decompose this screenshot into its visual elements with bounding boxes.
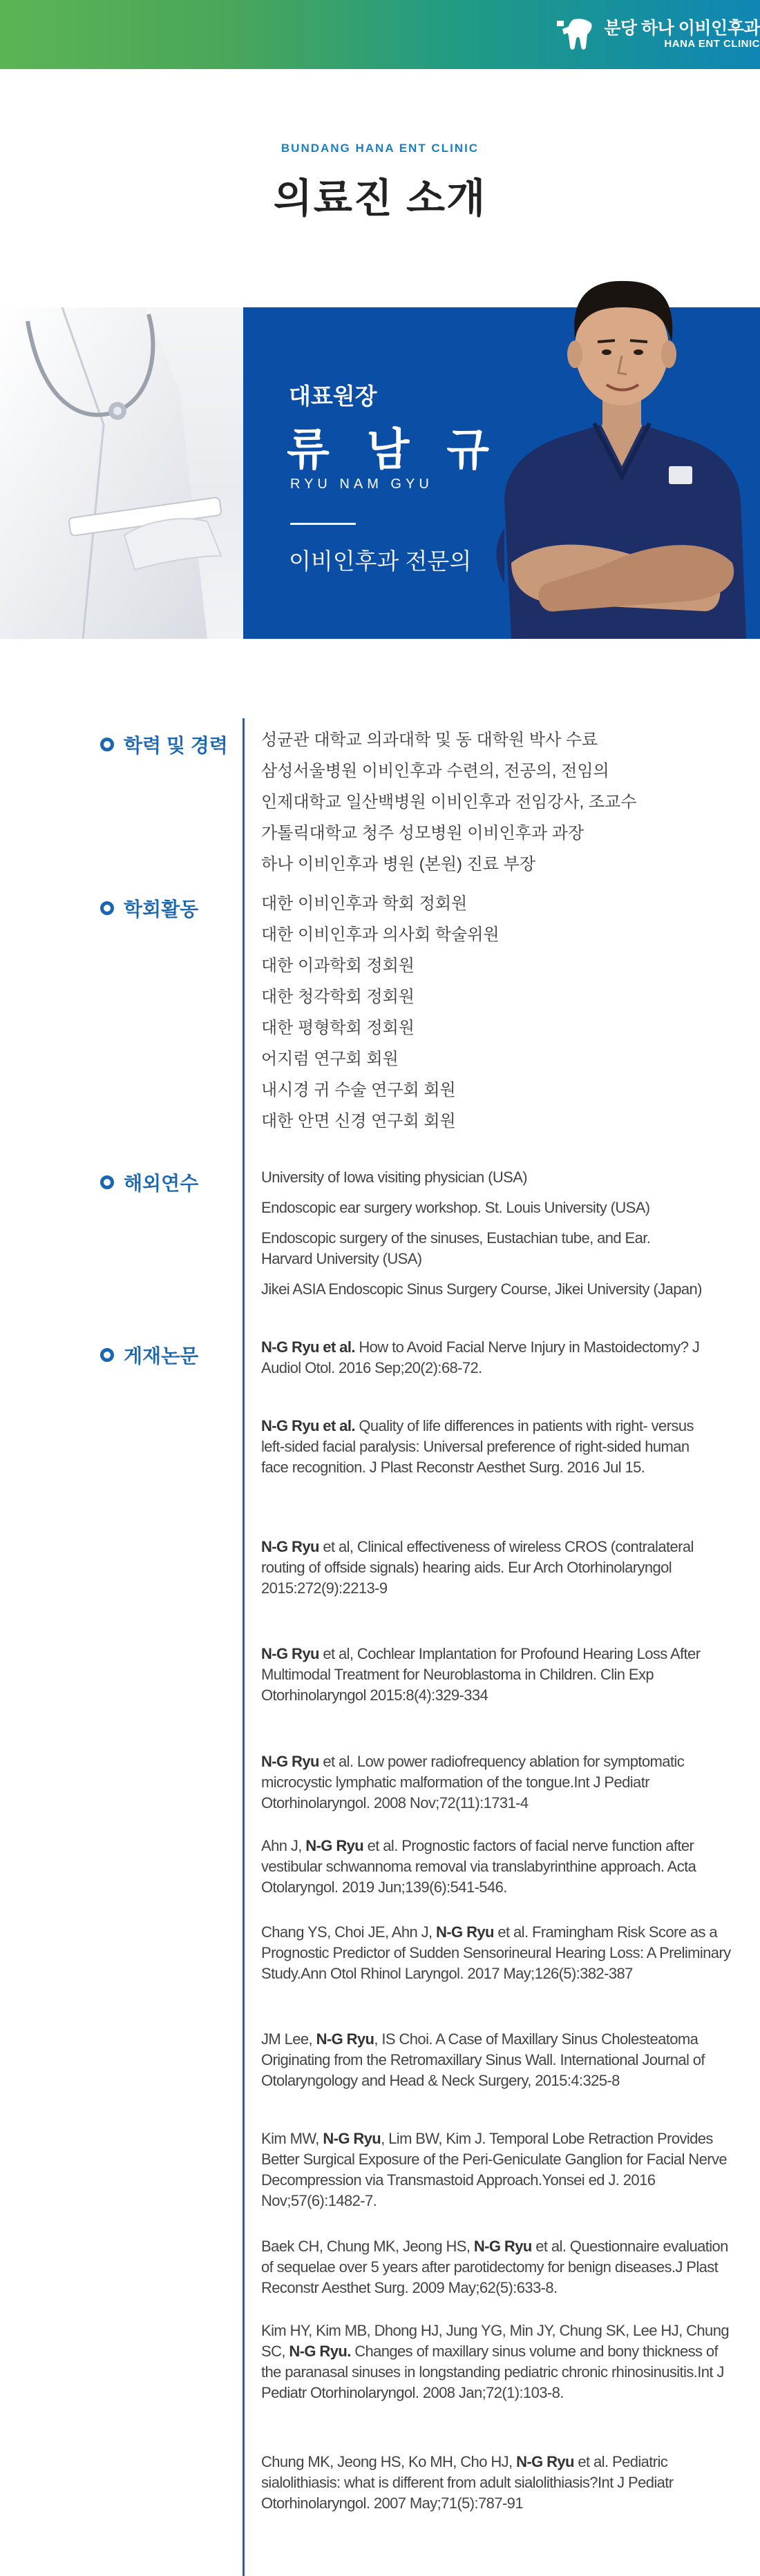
publication-item: Baek CH, Chung MK, Jeong HS, N-G Ryu et al. Questionnaire evaluation of sequelae over 5 years after parotidectomy for benign diseases.J Plast Reconstr Aesthet Surg. 2009 May;62(5):633-8.	[261, 2238, 728, 2296]
list-item: 대한 평형학회 정회원	[261, 1019, 415, 1037]
list-item: University of Iowa visiting physician (USA)	[261, 1169, 528, 1186]
list-item: 대한 이비인후과 의사회 학술위원	[261, 925, 500, 944]
publication-author: N-G Ryu	[436, 1923, 494, 1941]
publication-item: N-G Ryu et al, Cochlear Implantation for Profound Hearing Loss After Multimodal Treatment for Neuroblastoma in Children. Clin Exp Otorhinolaryngol 2015:8(4):329-334	[261, 1645, 701, 1704]
societies-list	[261, 888, 745, 1137]
brand-name-english: HANA ENT CLINIC	[664, 37, 760, 50]
publication-author: N-G Ryu	[305, 1837, 364, 1854]
list-item: Jikei ASIA Endoscopic Sinus Surgery Course, Jikei University (Japan)	[261, 1280, 702, 1298]
publication-author: N-G Ryu	[323, 2130, 381, 2147]
section-title-education: 학력 및 경력	[100, 731, 228, 758]
list-item: 대한 청각학회 정회원	[261, 988, 415, 1006]
publication-author: N-G Ryu et al.	[261, 1338, 355, 1356]
publication-author: N-G Ryu.	[289, 2343, 351, 2360]
publication-author: N-G Ryu	[473, 2238, 532, 2255]
publication-item: Chung MK, Jeong HS, Ko MH, Cho HJ, N-G Ryu et al. Pediatric sialolithiasis: what is different from adult sialolithiasis?Int J Pediatr Otorhinolaryngol. 2007 May;71(5):787-91	[261, 2453, 674, 2512]
ring-bullet-icon	[100, 1175, 114, 1189]
clinic-brand[interactable]	[553, 12, 760, 57]
publication-author: N-G Ryu	[516, 2453, 574, 2470]
list-item: 대한 안면 신경 연구회 회원	[261, 1112, 456, 1131]
page-eyebrow: BUNDANG HANA ENT CLINIC	[281, 142, 479, 155]
publication-item: JM Lee, N-G Ryu, IS Choi. A Case of Maxillary Sinus Cholesteatoma Originating from the Retromaxillary Sinus Wall. International Journal of Otolaryngology and Head & Neck Surgery, 2015:4:325-8	[261, 2030, 705, 2089]
training-list	[261, 1167, 745, 1300]
publication-item: N-G Ryu et al. Low power radiofrequency ablation for symptomatic microcystic lymphatic malformation of the tongue.Int J Pediatr Otorhinolaryngol. 2008 Nov;72(11):1731-4	[261, 1753, 685, 1811]
list-item: 가톨릭대학교 청주 성모병원 이비인후과 과장	[261, 824, 585, 843]
publication-author: N-G Ryu	[261, 1645, 319, 1662]
publication-item: Kim HY, Kim MB, Dhong HJ, Jung YG, Min JY, Chung SK, Lee HJ, Chung SC, N-G Ryu. Changes of maxillary sinus volume and bony thickness of the paranasal sinuses in longstanding pediatric chronic rhinosinusitis.Int J Pediatr Otorhinolaryngol. 2008 Jan;72(1):103-8.	[261, 2322, 729, 2401]
publication-author: N-G Ryu et al.	[261, 1417, 355, 1434]
list-item: 대한 이비인후과 학회 정회원	[261, 894, 468, 913]
publication-item: Ahn J, N-G Ryu et al. Prognostic factors of facial nerve function after vestibular schwannoma removal via translabyrinthine approach. Acta Otolaryngol. 2019 Jun;139(6):541-546.	[261, 1837, 696, 1896]
top-header-bar	[0, 0, 760, 69]
list-item: 어지럼 연구회 회원	[261, 1050, 399, 1068]
hero-decorative-image	[0, 307, 243, 639]
list-item: Endoscopic surgery of the sinuses, Eustachian tube, and Ear. Harvard University (USA)	[261, 1229, 651, 1267]
publication-item: Kim MW, N-G Ryu, Lim BW, Kim J. Temporal Lobe Retraction Provides Better Surgical Exposure of the Peri-Geniculate Ganglion for Facial Nerve Decompression via Transmastoid Approach.Yonsei ed J. 2016 Nov;57(6):1482-7.	[261, 2130, 727, 2209]
list-item: 내시경 귀 수술 연구회 회원	[261, 1081, 456, 1099]
education-list	[261, 724, 745, 880]
ring-bullet-icon	[100, 1348, 114, 1362]
publication-author: N-G Ryu	[316, 2030, 374, 2048]
section-title-training: 해외연수	[100, 1169, 198, 1196]
section-title-papers: 게재논문	[100, 1341, 198, 1369]
doctor-name: 류 남 규	[287, 425, 502, 474]
list-item: 삼성서울병원 이비인후과 수련의, 전공의, 전임의	[261, 762, 609, 780]
publication-item: N-G Ryu et al. How to Avoid Facial Nerve Injury in Mastoidectomy? J Audiol Otol. 2016 Sep;20(2):68-72.	[261, 1338, 700, 1376]
content-divider-line	[243, 718, 245, 2576]
ring-bullet-icon	[100, 901, 114, 915]
page-title: 의료진 소개	[273, 176, 487, 221]
list-item: 대한 이과학회 정회원	[261, 957, 415, 975]
brand-name-korean: 분당 하나 이비인후과	[604, 19, 760, 38]
publication-author: N-G Ryu	[261, 1753, 319, 1770]
doctor-coat-illustration	[0, 307, 243, 639]
list-item: 성균관 대학교 의과대학 및 동 대학원 박사 수료	[261, 731, 598, 749]
publication-author: N-G Ryu	[261, 1538, 319, 1555]
doctor-specialty: 이비인후과 전문의	[289, 548, 472, 574]
publication-item: N-G Ryu et al, Clinical effectiveness of wireless CROS (contralateral routing of offside signals) hearing aids. Eur Arch Otorhinolaryngol 2015:272(9):2213-9	[261, 1538, 694, 1597]
doctor-name-english: RYU NAM GYU	[290, 477, 433, 492]
tooth-logo-icon	[553, 17, 596, 52]
ring-bullet-icon	[100, 738, 114, 751]
list-item: 하나 이비인후과 병원 (본원) 진료 부장	[261, 855, 536, 874]
list-item: 인제대학교 일산백병원 이비인후과 전임강사, 조교수	[261, 793, 637, 811]
doctor-portrait	[484, 238, 760, 639]
doctor-role: 대표원장	[289, 383, 377, 409]
list-item: Endoscopic ear surgery workshop. St. Louis University (USA)	[261, 1199, 650, 1216]
publication-item: N-G Ryu et al. Quality of life differences in patients with right- versus left-sided facial paralysis: Universal preference of right-sided human face recognition. J Plast Reconstr Aesthet Surg. 2016 Jul 15.	[261, 1417, 694, 1476]
publication-item: Chang YS, Choi JE, Ahn J, N-G Ryu et al. Framingham Risk Score as a Prognostic Predictor of Sudden Sensorineural Hearing Loss: A Preliminary Study.Ann Otol Rhinol Laryngol. 2017 May;126(5):382-387	[261, 1923, 731, 1982]
section-title-societies: 학회활동	[100, 894, 198, 922]
hero-divider	[290, 523, 356, 525]
